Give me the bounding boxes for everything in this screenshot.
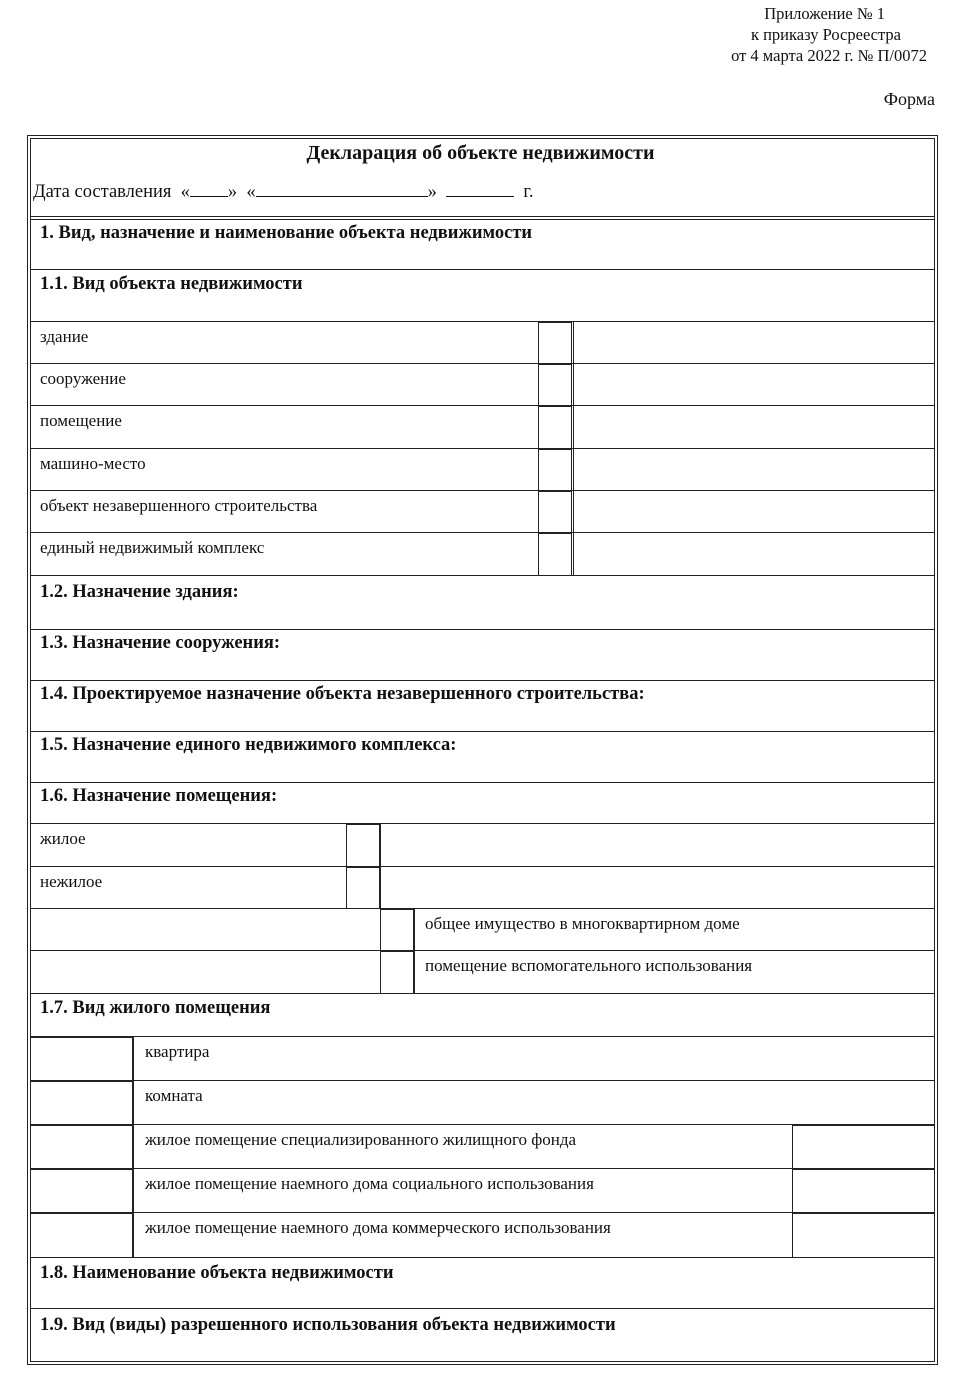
auxiliary-premises-checkbox[interactable] — [380, 951, 414, 994]
object-type-checkbox-structure[interactable] — [538, 364, 572, 406]
nonresidential-subtype-label: помещение вспомогательного использования — [425, 956, 753, 975]
date-month-field[interactable] — [256, 179, 428, 197]
object-type-checkbox-complex[interactable] — [538, 533, 572, 576]
section-1-7-heading: 1.7. Вид жилого помещения — [40, 998, 271, 1018]
residential-type-checkbox-specialized[interactable] — [30, 1125, 133, 1169]
object-type-checkbox-parking-space[interactable] — [538, 449, 572, 491]
object-type-checkbox-premises[interactable] — [538, 406, 572, 449]
section-1-1-heading: 1.1. Вид объекта недвижимости — [40, 274, 303, 294]
section-1-8-heading: 1.8. Наименование объекта недвижимости — [40, 1263, 394, 1283]
residential-type-checkbox-social[interactable] — [30, 1169, 133, 1213]
object-type-label: помещение — [40, 411, 122, 430]
form-label: Форма — [883, 89, 935, 109]
common-property-checkbox[interactable] — [380, 909, 414, 951]
residential-type-checkbox-room[interactable] — [30, 1081, 133, 1125]
section-1-9-heading: 1.9. Вид (виды) разрешенного использования объекта недвижимости — [40, 1315, 616, 1335]
section-1-2-heading: 1.2. Назначение здания: — [40, 582, 239, 602]
object-type-label: здание — [40, 327, 89, 346]
object-type-label: единый недвижимый комплекс — [40, 538, 265, 557]
residential-type-checkbox-apartment[interactable] — [30, 1037, 133, 1081]
residential-type-checkbox-commercial[interactable] — [30, 1213, 133, 1258]
section-1-5-heading: 1.5. Назначение единого недвижимого комплекса: — [40, 735, 457, 755]
section-1-4-heading: 1.4. Проектируемое назначение объекта незавершенного строительства: — [40, 684, 645, 704]
specialized-fund-right-box[interactable] — [792, 1125, 935, 1169]
object-type-checkbox-unfinished[interactable] — [538, 491, 572, 533]
object-type-label: машино-место — [40, 454, 146, 473]
premises-nonresidential-checkbox[interactable] — [346, 867, 380, 909]
section-1-6-heading: 1.6. Назначение помещения: — [40, 786, 278, 806]
social-use-right-box[interactable] — [792, 1169, 935, 1213]
nonresidential-subtype-label: общее имущество в многоквартирном доме — [425, 914, 740, 933]
residential-type-label: квартира — [145, 1042, 210, 1061]
form-title: Декларация об объекте недвижимости — [306, 142, 655, 164]
premises-purpose-label: нежилое — [40, 872, 103, 891]
residential-type-label: жилое помещение наемного дома коммерческого использования — [145, 1218, 611, 1237]
order-reference: к приказу Росреестра — [750, 25, 901, 44]
premises-residential-checkbox[interactable] — [346, 824, 380, 867]
date-label: Дата составления — [33, 182, 172, 202]
object-type-label: сооружение — [40, 369, 126, 388]
section-1-3-heading: 1.3. Назначение сооружения: — [40, 633, 281, 653]
premises-purpose-label: жилое — [40, 829, 86, 848]
residential-type-label: жилое помещение специализированного жилищного фонда — [145, 1130, 577, 1149]
residential-type-label: комната — [145, 1086, 203, 1105]
object-type-checkbox-building[interactable] — [538, 322, 572, 364]
residential-type-label: жилое помещение наемного дома социального использования — [145, 1174, 594, 1193]
date-line: Дата составления « » « » г. — [33, 179, 534, 202]
date-day-field[interactable] — [190, 179, 228, 197]
section-1-heading: 1. Вид, назначение и наименование объекта недвижимости — [40, 223, 533, 243]
object-type-label: объект незавершенного строительства — [40, 496, 318, 515]
date-year-field[interactable] — [446, 179, 514, 197]
order-date: от 4 марта 2022 г. № П/0072 — [731, 46, 927, 65]
appendix-number: Приложение № 1 — [764, 4, 885, 23]
commercial-use-right-box[interactable] — [792, 1213, 935, 1258]
